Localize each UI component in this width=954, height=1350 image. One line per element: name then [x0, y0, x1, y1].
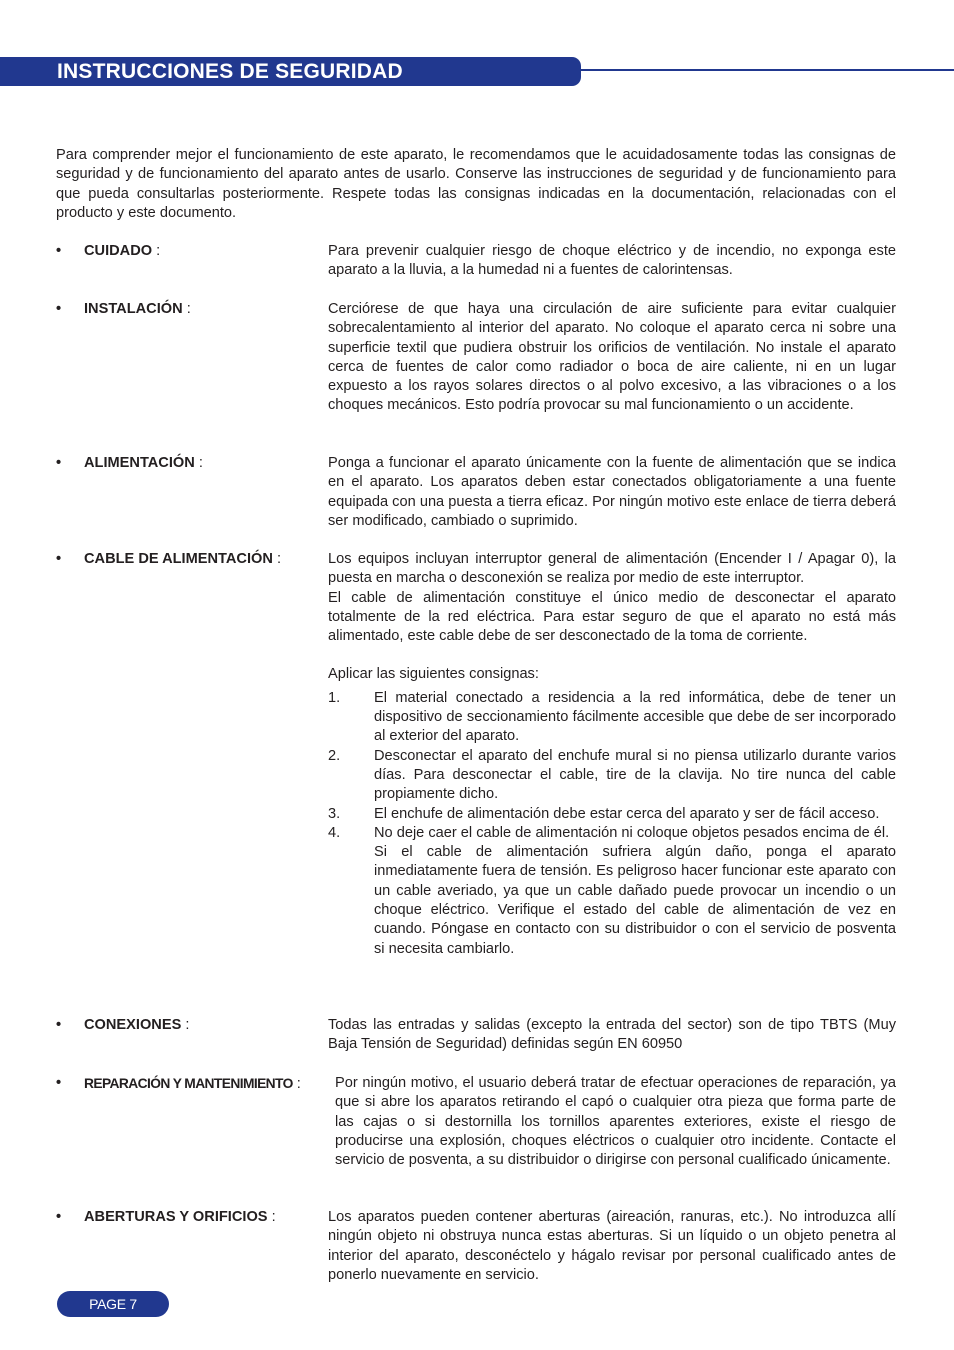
bullet: • — [56, 1075, 62, 1091]
section-label: CONEXIONES : — [84, 1017, 190, 1033]
list-intro: Aplicar las siguientes consignas: — [328, 666, 539, 683]
section-cuidado — [56, 242, 896, 281]
instruction-list — [328, 689, 896, 959]
bullet: • — [56, 1209, 62, 1225]
bullet: • — [56, 455, 62, 471]
section-cable-alimentacion — [56, 550, 896, 959]
section-aberturas-orificios — [56, 1208, 896, 1285]
bullet: • — [56, 1017, 62, 1033]
section-label: ABERTURAS Y ORIFICIOS : — [84, 1209, 276, 1225]
section-label: REPARACIÓN Y MANTENIMIENTO : — [84, 1076, 301, 1092]
section-label: CUIDADO : — [84, 243, 161, 259]
section-label: ALIMENTACIÓN : — [84, 455, 203, 471]
section-alimentacion — [56, 454, 896, 531]
bullet: • — [56, 301, 62, 317]
list-item: 2. Desconectar el aparato del enchufe mural si no piensa utilizarlo durante varios días. Para desconectar el cable, tire de la clavija. No tire nunca del cable propiamente dicho. — [328, 747, 896, 803]
page-number-badge: PAGE 7 — [57, 1291, 169, 1317]
list-item: 4. No deje caer el cable de alimentación ni coloque objetos pesados encima de él. Si el cable de alimentación sufriera algún daño, ponga el aparato inmediatamente fuera de tensión. Es peligroso hacer funcionar este aparato con un cable averiado, ya que un cable dañado puede provocar un incendio o un choque eléctrico. Verifique el estado del cable de alimentación de vez en cuando. Póngase en contacto con su distribuidor o con el servicio de posventa si necesita cambiarlo. — [328, 824, 896, 957]
header-rule — [581, 69, 954, 71]
section-body: Cerciórese de que haya una circulación de aire suficiente para evitar cualquier sobrecalentamiento al interior del aparato. No coloque el aparato cerca ni sobre una superficie textil que pudiera obstruir los orificios de ventilación. No instale el aparato cerca de fuentes de calor como radiador o boca de aire caliente, ni en un lugar expuesto a los rayos solares directos o al polvo excesivo, a las vibraciones o a los choques mecánicos. Esto podría provocar su mal funcionamiento o un accidente. — [328, 301, 896, 414]
section-body: Los equipos incluyan interruptor general de alimentación (Encender I / Apagar 0), la puesta en marcha o desconexión se realiza por medio de este interruptor. El cable de alimentación constituye el único medio de desconectar el aparato totalmente de la red eléctrica. Para estar seguro de que el aparato no está más alimentado, este cable debe de ser desconectado de la toma de corriente. Aplicar las siguientes consignas: 1. El material conectado a residencia a la red informática, debe de tener un dispositivo de seccionamiento fácilmente accesible que debe de ser incorporado al exterior del aparato. 2. Desconectar el aparato del enchufe mural si no piensa utilizarlo durante varios días. Para desconectar el cable, tire de la clavija. No tire nunca del cable propiamente dicho. 3. El enchufe de alimentación debe estar cerca del aparato y ser de fácil acceso. 4. No deje caer el cable de alimentación ni coloque objetos pesados encima de él. Si el cable de alimentación sufriera algún daño, ponga el aparato inmediatamente fuera de tensión. Es peligroso hacer funcionar este aparato con un cable averiado, ya que un cable dañado puede provocar un incendio o un choque eléctrico. Verifique el estado del cable de alimentación de vez en cuando. Póngase en contacto con su distribuidor o con el servicio de posventa si necesita cambiarlo. — [328, 550, 896, 959]
intro-paragraph: Para comprender mejor el funcionamiento de este aparato, le recomendamos que le acuidadosamente todas las consignas de seguridad y de funcionamiento del aparato antes de usarlo. Conserve las instrucciones de seguridad y de funcionamiento para que pueda consultarlas posteriormente. Respete todas las consignas indicadas en la documentación, relacionadas con el producto y este documento. — [56, 147, 896, 222]
section-label: INSTALACIÓN : — [84, 301, 191, 317]
section-reparacion-mantenimiento — [56, 1074, 896, 1170]
section-instalacion — [56, 300, 896, 416]
section-body: Por ningún motivo, el usuario deberá tratar de efectuar operaciones de reparación, ya que si abre los aparatos retirando el capó o cualquier otra pieza que forma parte de las cajas o si destornilla los tornillos aparentes exteriores, existe el riesgo de producirse una explosión, choques eléctricos o cualquier otro incidente. Contacte el servicio de posventa, a su distribuidor o dirigirse con personal cualificado únicamente. — [335, 1075, 896, 1169]
section-label: CABLE DE ALIMENTACIÓN : — [84, 551, 282, 567]
bullet: • — [56, 551, 62, 567]
list-item: 3. El enchufe de alimentación debe estar cerca del aparato y ser de fácil acceso. — [328, 805, 880, 822]
page-title: INSTRUCCIONES DE SEGURIDAD — [57, 60, 403, 83]
section-conexiones — [56, 1016, 896, 1055]
section-body: Todas las entradas y salidas (excepto la entrada del sector) son de tipo TBTS (Muy Baja Tensión de Seguridad) definidas según EN 60950 — [328, 1017, 896, 1053]
section-body: Para prevenir cualquier riesgo de choque eléctrico y de incendio, no exponga este aparato a la lluvia, a la humedad ni a fuentes de calorintensas. — [328, 243, 896, 279]
list-item: 1. El material conectado a residencia a la red informática, debe de tener un dispositivo de seccionamiento fácilmente accesible que debe de ser incorporado al exterior del aparato. — [328, 689, 896, 745]
section-body: Los aparatos pueden contener aberturas (aireación, ranuras, etc.). No introduzca allí ningún objeto ni obstruya nunca estas aberturas. Si un líquido o un objeto penetra al interior del aparato, desconéctelo y hágalo revisar por personal cualificado antes de ponerlo nuevamente en servicio. — [328, 1209, 896, 1283]
section-body: Ponga a funcionar el aparato únicamente con la fuente de alimentación que se indica en el aparato. Los aparatos deben estar conectados obligatoriamente a una fuente equipada con una puesta a tierra eficaz. Por ningún motivo este enlace de tierra deberá ser modificado, cambiado o suprimido. — [328, 455, 896, 529]
bullet: • — [56, 243, 62, 259]
